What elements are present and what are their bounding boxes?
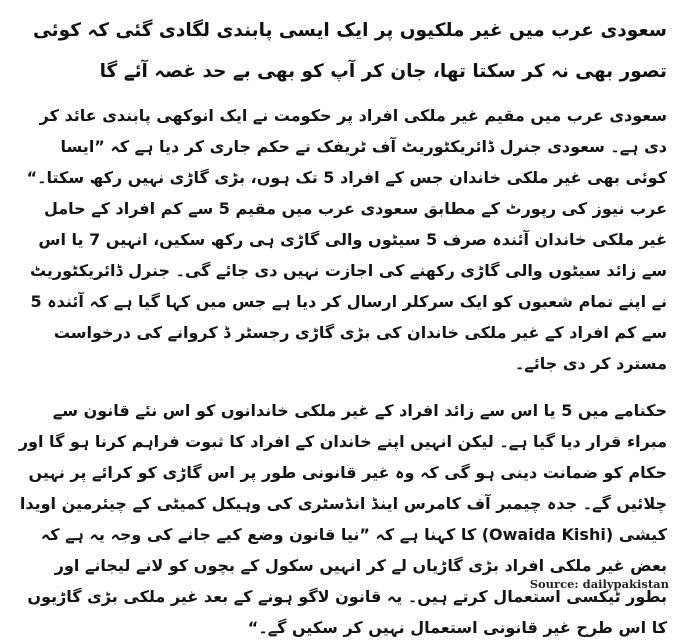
article-paragraph-1: سعودی عرب میں مقیم غیر ملکی افراد پر حکومت نے ایک انوکھی پابندی عائد کر دی ہے۔ سعودی جنرل ڈائریکٹوریٹ آف ٹریفک نے حکم جاری کر دیا ہے کہ ”ایسا کوئی بھی غیر ملکی خاندان جس کے افراد 5 تک ہوں، بڑی گاڑی نہیں رکھ سکتا۔“ عرب نیوز کی رپورٹ کے مطابق سعودی عرب میں مقیم 5 سے کم افراد کے حامل غیر ملکی خاندان آئندہ صرف 5 سیٹوں والی گاڑی ہی رکھ سکیں، انہیں 7 یا اس سے زائد سیٹوں والی گاڑی رکھنے کی اجازت نہیں دی جائے گی۔ جنرل ڈائریکٹوریٹ نے اپنے تمام شعبوں کو ایک سرکلر ارسال کر دیا ہے جس میں کہا گیا ہے کہ آئندہ 5 سے کم افراد کے غیر ملکی خاندان کی بڑی گاڑی رجسٹر ڈ کروانے کی درخواست مسترد کر دی جائے۔ <box>26 106 667 373</box>
article-paragraph-2: حکنامے میں 5 یا اس سے زائد افراد کے غیر ملکی خاندانوں کو اس نئے قانون سے مبراء قرار دیا گیا ہے۔ لیکن انہیں اپنے خاندان کے افراد کا ثبوت فراہم کرنا ہو گا اور حکام کو ضمانت دینی ہو گی کہ وہ غیر قانونی طور پر اس گاڑی کو کرائے پر نہیں چلائیں گے۔ جدہ چیمبر آف کامرس اینڈ انڈسٹری کی وہیکل کمیٹی کے چیئرمین اویدا کیشی (Owaida Kishi) کا کہنا ہے کہ ”نیا قانون وضع کیے جانے کی وجہ یہ ہے کہ بعض غیر ملکی افراد بڑی گاڑیاں لے کر انہیں سکول کے بچوں کو لانے لیجانے اور بطور ٹیکسی استعمال کرتے ہیں۔ یہ قانون لاگو ہونے کے بعد غیر ملکی بڑی گاڑیوں کا اس طرح غیر قانونی استعمال نہیں کر سکیں گے۔“ <box>18 401 667 637</box>
source-credit: Source: dailypakistan <box>529 577 669 591</box>
article-headline: سعودی عرب میں غیر ملکیوں پر ایک ایسی پابندی لگادی گئی کہ کوئی تصور بھی نہ کر سکتا تھا، جان کر آپ کو بھی بے حد غصہ آئے گا <box>32 20 667 82</box>
